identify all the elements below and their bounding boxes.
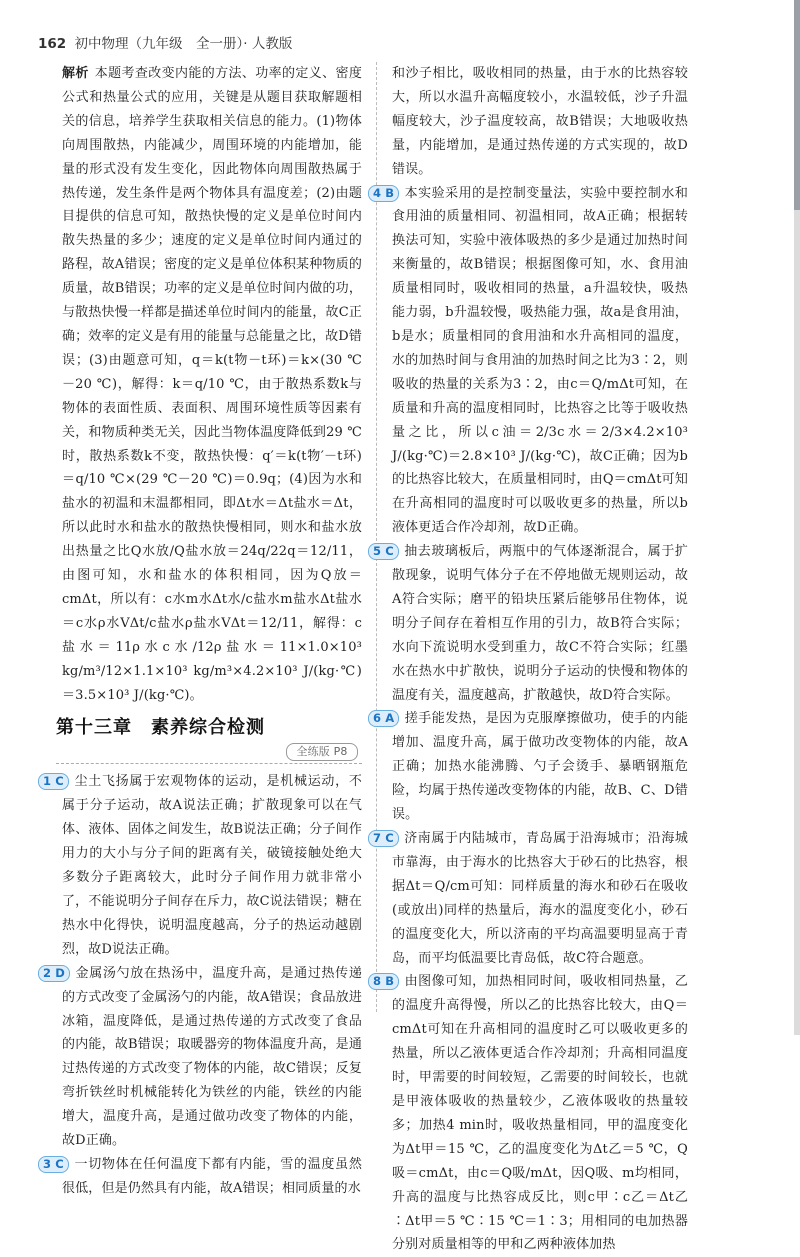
answer-badge: 4 B (368, 185, 399, 202)
chapter-title: 第十三章 素养综合检测 (56, 717, 265, 739)
answer-text: 济南属于内陆城市，青岛属于沿海城市；沿海城市靠海，由于海水的比热容大于砂石的比热容，根据Δt＝Q/cm可知：同样质量的海水和砂石在吸收(或放出)同样的热量后，海水的温度变化小，砂石的温度变化大，所以济南的平均高温要明显高于青岛，而平均低温要比青岛低，故C符合题意。 (392, 831, 688, 966)
answer-badge: 1 C (38, 773, 69, 790)
analysis-text: 本题考查改变内能的方法、功率的定义、密度公式和热量公式的应用，关键是从题目获取解题相关的信息，培养学生获取相关信息的能力。(1)物体向周围散热，内能减少，周围环境的内能增加，能量的形式没有发生变化，因此物体向周围散热属于热传递，发生条件是两个物体具有温度差；(2)由题目提供的信息可知，散热快慢的定义是单位时间内散失热量的多少；速度的定义是单位时间内通过的路程，故A错误；密度的定义是单位体积某种物质的质量，故B错误；功率的定义是单位时间内做的功，与散热快慢一样都是描述单位时间内的能量，故C正确；效率的定义是有用的能量与总能量之比，故D错误；(3)由题意可知，q＝k(t物－t环)＝k×(30 ℃－20 ℃)，解得：k＝q/10 ℃，由于散热系数k与物体的表面性质、表面积、周围环境性质等因素有关，和物质种类无关，因此当物体温度降低到29 ℃时，散热系数k不变，散热快慢：q′＝k(t物′－t环)＝q/10 ℃×(29 ℃－20 ℃)＝0.9q；(4)因为水和盐水的初温和末温都相同，即Δt水＝Δt盐水＝Δt，所以此时水和盐水的散热快慢相同，则水和盐水放出热量之比Q水放/Q盐水放＝24q/22q＝12/11，由图可知，水和盐水的体积相同，因为Q放＝cmΔt，所以有：c水m水Δt水/c盐水m盐水Δt盐水＝c水ρ水VΔt/c盐水ρ盐水VΔt＝12/11，解得：c盐水＝11ρ水c水/12ρ盐水＝11×1.0×10³ kg/m³/12×1.1×10³ kg/m³×4.2×10³ J/(kg·℃)＝3.5×10³ J/(kg·℃)。 (62, 66, 362, 703)
page-header (38, 32, 292, 52)
answer-badge: 7 C (368, 830, 399, 847)
answer-item (43, 770, 362, 961)
answer-text: 尘土飞扬属于宏观物体的运动，是机械运动，不属于分子运动，故A说法正确；扩散现象可以在气体、液体、固体之间发生，故B说法正确；分子间作用力的大小与分子间的距离有关，破镜接触处绝大多数分子距离较大，此时分子间作用力就非常小了，不能说明分子间存在斥力，故C说法错误；糖在热水中化得快，说明温度越高，分子的热运动越剧烈，故D说法正确。 (62, 774, 362, 957)
answer-item (43, 962, 362, 1153)
answer-item (373, 182, 688, 541)
answer-text: 搓手能发热，是因为克服摩擦做功，使手的内能增加、温度升高，属于做功改变物体的内能，故A正确；加热水能沸腾、勺子会烫手、暴晒钢瓶危险，均属于热传递改变物体的内能，故B、C、D错误。 (392, 711, 688, 823)
right-column (373, 62, 688, 1257)
answer-badge: 6 A (368, 710, 399, 727)
continuation-text: 和沙子相比，吸收相同的热量，由于水的比热容较大，所以水温升高幅度较小，水温较低，沙子升温幅度较大，沙子温度较高，故B错误；大地吸收热量，内能增加，是通过热传递的方式实现的，故D错误。 (392, 66, 688, 177)
answer-text: 本实验采用的是控制变量法，实验中要控制水和食用油的质量相同、初温相同，故A正确；根据转换法可知，实验中液体吸热的多少是通过加热时间来衡量的，故B错误；根据图像可知，水、食用油质量相同时，吸收相同的热量，a升温较快，吸热能力弱，b升温较慢，吸热能力强，故a是食用油，b是水；质量相同的食用油和水升高相同的温度，水的加热时间与食用油的加热时间之比为3∶2，则吸收的热量的关系为3∶2，由c＝Q/mΔt可知，在质量和升高的温度相同时，比热容之比等于吸收热量之比，所以c油＝2/3c水＝2/3×4.2×10³ J/(kg·℃)＝2.8×10³ J/(kg·℃)，故C正确；因为b的比热容比较大，在质量相同时，由Q＝cmΔt可知在升高相同的温度时可以吸收更多的热量，所以b液体更适合作冷却剂，故D正确。 (392, 185, 688, 536)
answer-item (373, 707, 688, 827)
answer-badge: 5 C (368, 543, 399, 560)
answer-badge: 8 B (368, 973, 399, 990)
answer-item (373, 970, 688, 1257)
answer-text: 由图像可知，加热相同时间，吸收相同热量，乙的温度升高得慢，所以乙的比热容比较大，由Q＝cmΔt可知在升高相同的温度时乙可以吸收更多的热量，所以乙液体更适合作冷却剂；升高相同温度时，甲需要的时间较短，乙需要的时间较长，也就是甲液体吸收的热量较少，乙液体吸收的热量较多；加热4 min时，吸收热量相同，甲的温度变化为Δt甲＝15 ℃，乙的温度变化为Δt乙＝5 ℃，Q吸＝cmΔt，由c＝Q吸/mΔt，因Q吸、m均相同，升高的温度与比热容成反比，则c甲∶c乙＝Δt乙∶Δt甲＝5 ℃∶15 ℃＝1∶3；用相同的电加热器分别对质量相等的甲和乙两种液体加热 (392, 974, 688, 1253)
analysis-label: 解析 (62, 66, 89, 81)
book-title: 初中物理（九年级 全一册）· 人教版 (74, 36, 293, 52)
answer-item (43, 1153, 362, 1201)
answer-item (373, 827, 688, 970)
answer-text: 金属汤勺放在热汤中，温度升高，是通过热传递的方式改变了金属汤勺的内能，故A错误；食品放进冰箱，温度降低，是通过热传递的方式改变了食品的内能，故B错误；取暖器旁的物体温度升高，是通过热传递的方式改变了物体的内能，故C错误；反复弯折铁丝时机械能转化为铁丝的内能，铁丝的内能增大，温度升高，是通过做功改变了物体的内能，故D正确。 (62, 965, 362, 1149)
answer-badge: 2 D (38, 965, 70, 982)
edge-tab (794, 0, 800, 1035)
answer-badge: 3 C (38, 1156, 69, 1173)
page-number: 162 (38, 36, 67, 52)
edge-tab-mark (794, 0, 800, 210)
answer-text: 一切物体在任何温度下都有内能，雪的温度虽然很低，但是仍然具有内能，故A错误；相同质量的水 (62, 1156, 362, 1196)
chapter-heading (56, 713, 362, 764)
chapter-tag: 全练版 P8 (286, 743, 358, 761)
chapter-rule (56, 763, 362, 764)
answer-item (373, 540, 688, 707)
answer-text: 抽去玻璃板后，两瓶中的气体逐渐混合，属于扩散现象，说明气体分子在不停地做无规则运动，故A符合实际；磨平的铅块压紧后能够吊住物体，说明分子间存在着相互作用的引力，故B符合实际；水向下流说明水受到重力，故C不符合实际；红墨水在热水中扩散快，说明分子运动的快慢和物体的温度有关，温度越高，扩散越快，故D符合实际。 (392, 544, 688, 703)
column-divider (376, 62, 377, 1012)
left-column (43, 62, 362, 1201)
analysis-paragraph (62, 62, 362, 707)
